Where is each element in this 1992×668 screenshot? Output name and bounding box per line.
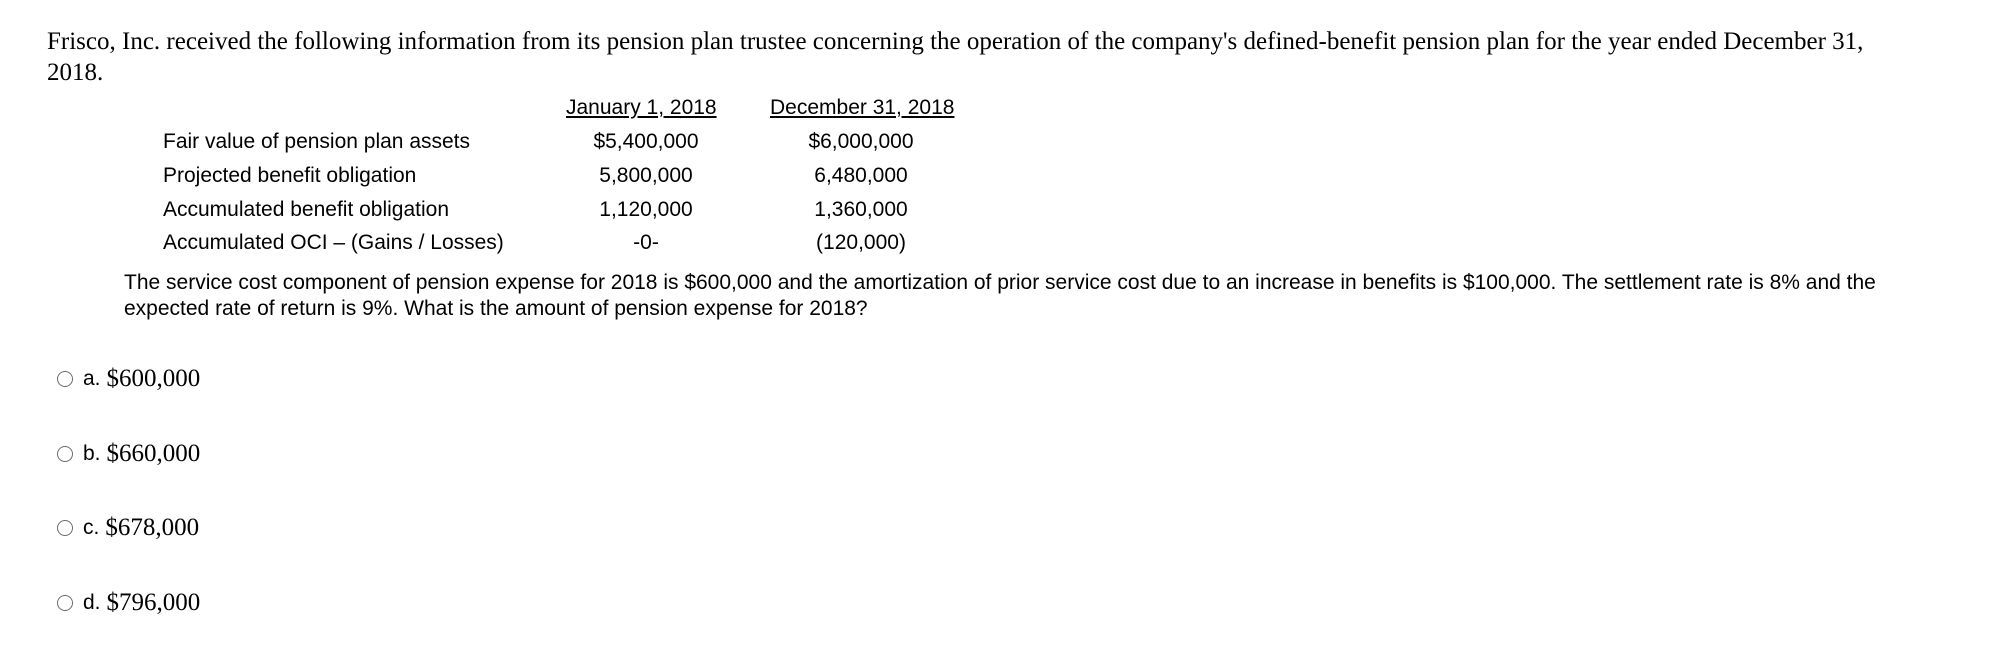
cell-pbo-dec: 6,480,000 [814, 164, 908, 187]
question-text: The service cost component of pension expense for 2018 is $600,000 and the amortization of prior service cost due to an increase in benefits is $100,000. The settlement rate is 8% and the expected rate of return is 9%. What is the amount of pension expense for 2018? [124, 271, 1876, 320]
option-a-value: $600,000 [106, 365, 201, 392]
option-b-value: $660,000 [106, 440, 201, 467]
cell-abo-jan: 1,120,000 [599, 198, 693, 221]
radio-button-d[interactable] [57, 595, 73, 611]
option-a-letter: a. [83, 367, 101, 390]
radio-button-b[interactable] [57, 446, 73, 462]
option-b-letter: b. [83, 442, 101, 465]
option-d-letter: d. [83, 591, 101, 614]
cell-abo-dec: 1,360,000 [814, 198, 908, 221]
row-label-plan-assets: Fair value of pension plan assets [163, 130, 471, 153]
radio-button-a[interactable] [57, 371, 73, 387]
option-d[interactable] [57, 589, 200, 617]
cell-plan-assets-jan: $5,400,000 [593, 130, 699, 153]
column-header-january: January 1, 2018 [566, 96, 717, 119]
option-c-value: $678,000 [105, 514, 200, 541]
cell-pbo-jan: 5,800,000 [599, 164, 693, 187]
row-label-abo: Accumulated benefit obligation [163, 198, 450, 221]
radio-button-c[interactable] [57, 520, 73, 536]
column-header-december: December 31, 2018 [770, 96, 955, 119]
option-d-value: $796,000 [106, 589, 201, 616]
option-c[interactable] [57, 514, 199, 542]
option-a[interactable] [57, 365, 200, 393]
cell-oci-dec: (120,000) [816, 231, 906, 254]
option-b[interactable] [57, 440, 200, 468]
row-label-accumulated-oci: Accumulated OCI – (Gains / Losses) [163, 231, 504, 254]
cell-oci-jan: -0- [633, 231, 659, 254]
cell-plan-assets-dec: $6,000,000 [808, 130, 914, 153]
option-c-letter: c. [83, 516, 100, 539]
row-label-pbo: Projected benefit obligation [163, 164, 417, 187]
problem-intro: Frisco, Inc. received the following information from its pension plan trustee concerning the operation of the company's defined-benefit pension plan for the year ended December 31, 2018. [47, 28, 1864, 86]
